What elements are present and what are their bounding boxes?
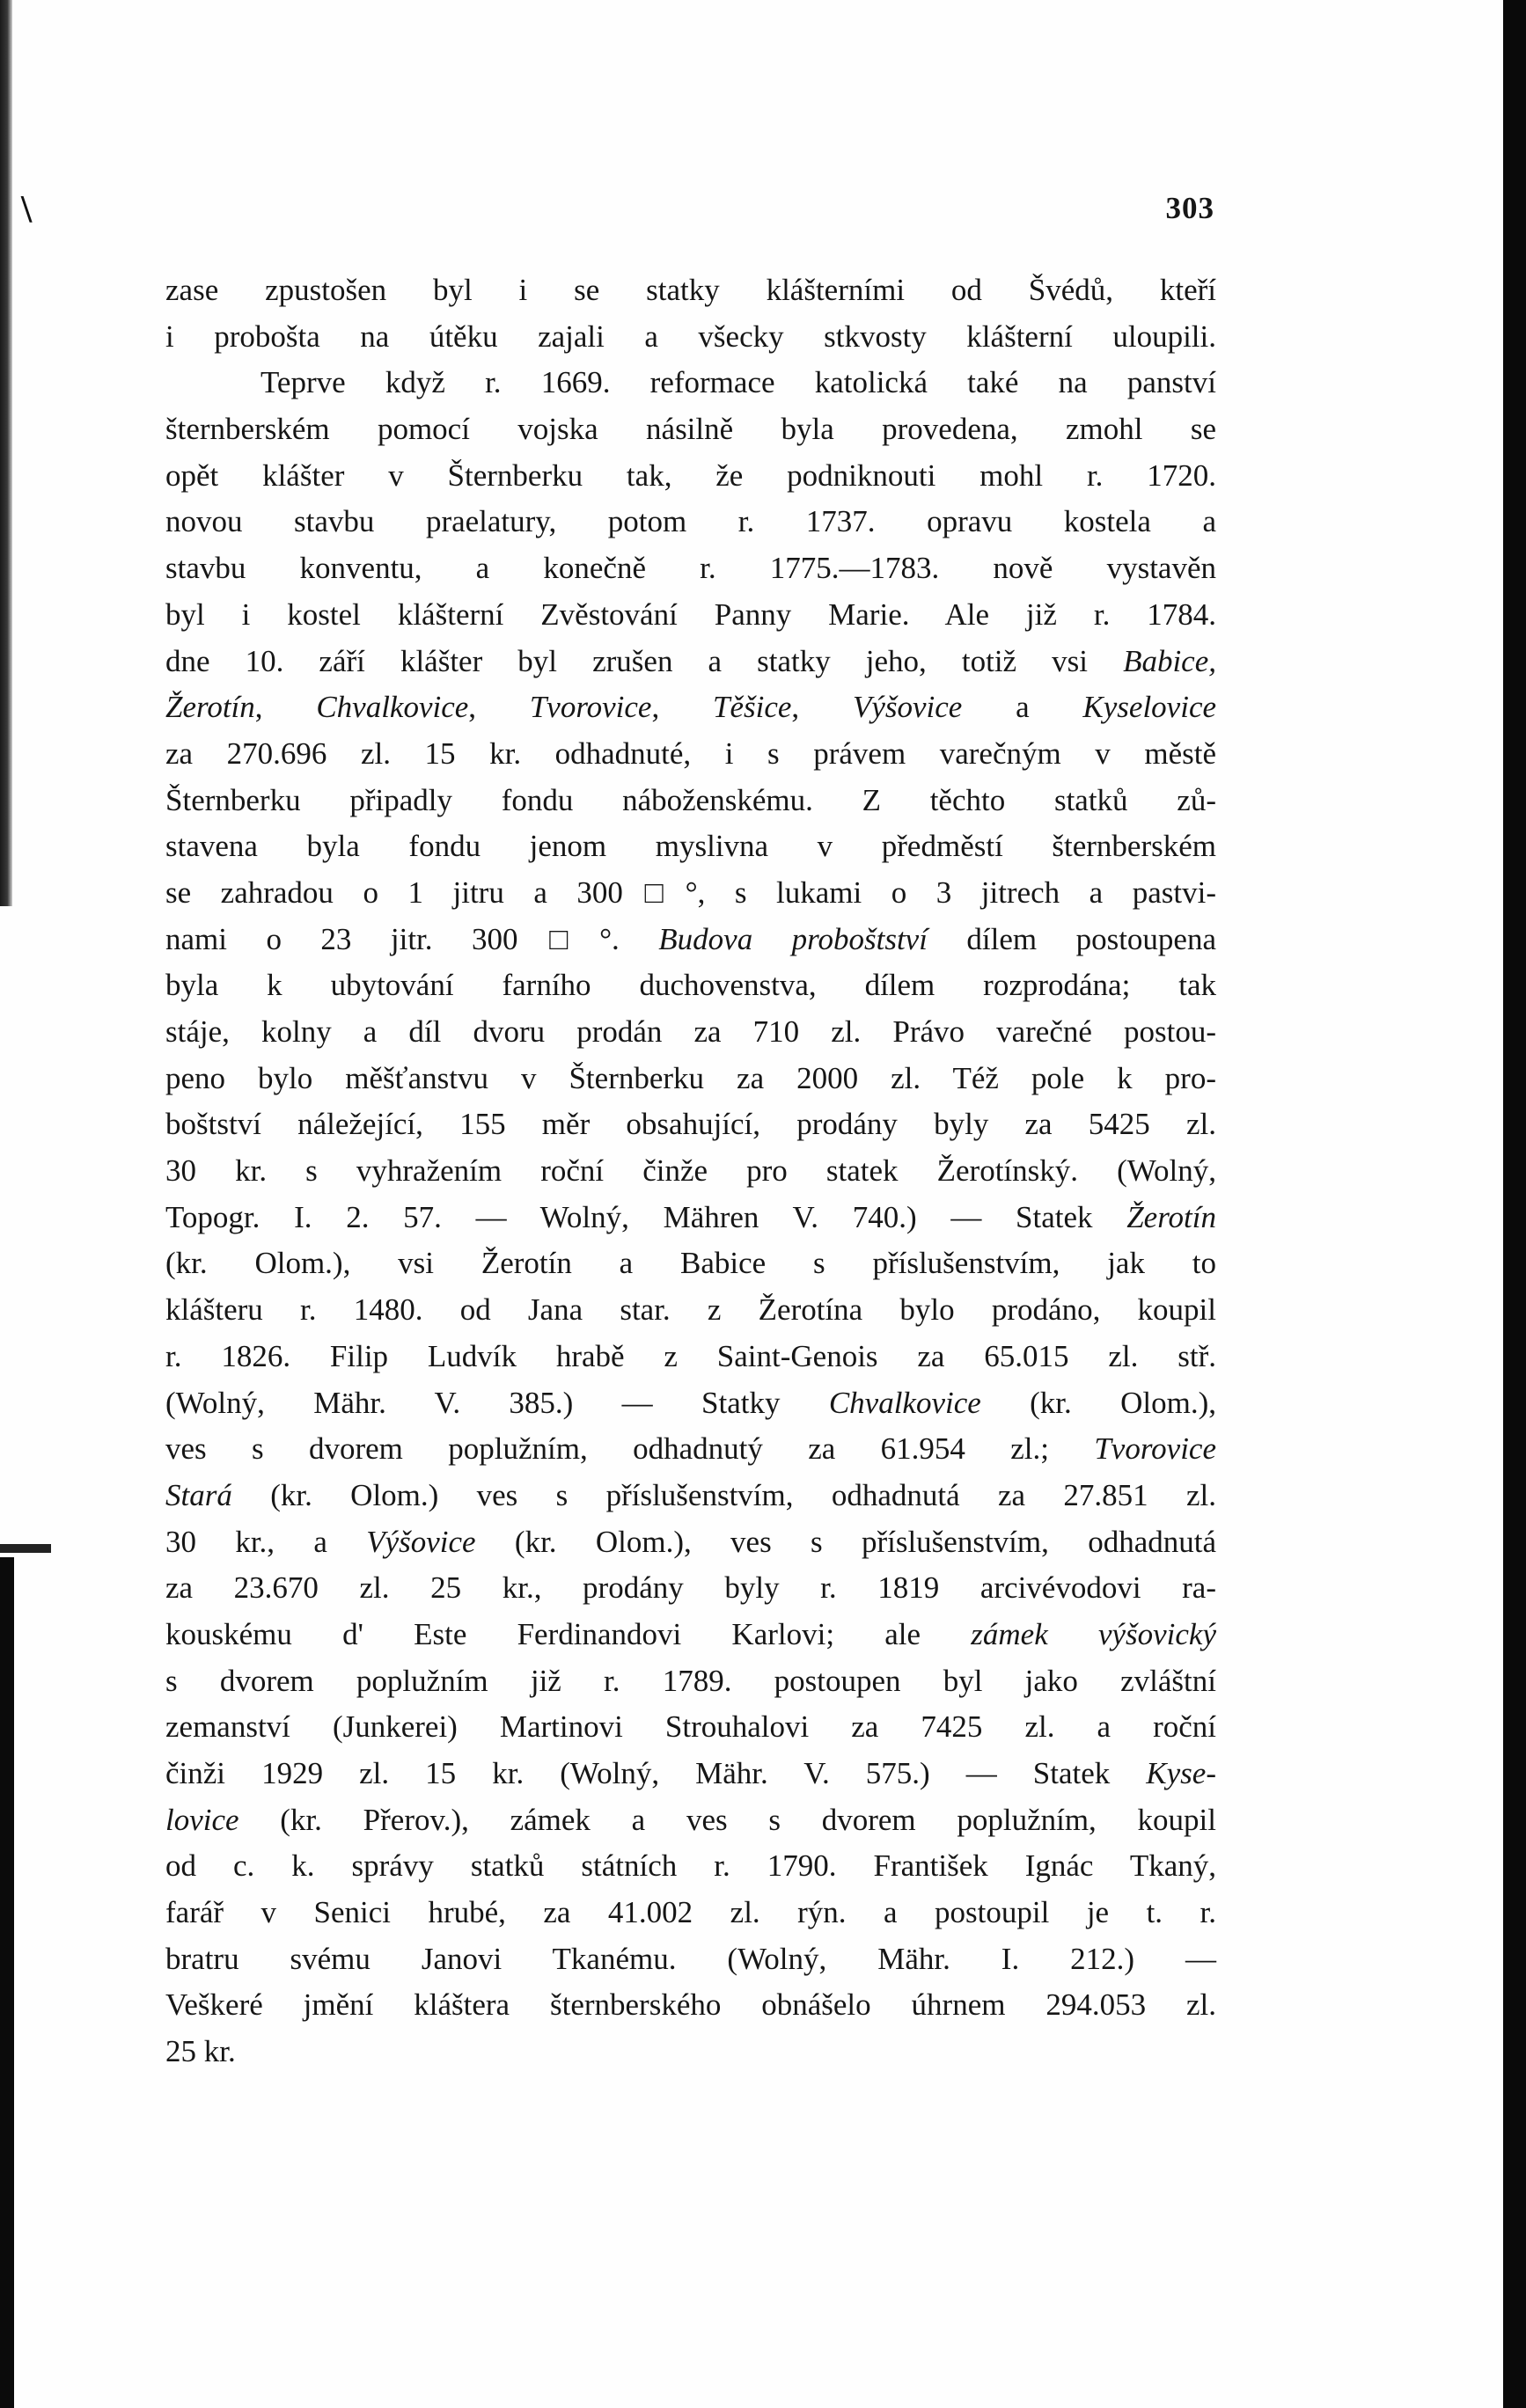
italic-segment: Tvorovice xyxy=(529,690,652,725)
text-line xyxy=(165,1612,1216,1658)
text-line xyxy=(165,2029,1216,2075)
text-segment: Veškeré jmění kláštera šternberského obnášelo úhrnem 294.053 zl. xyxy=(165,1987,1216,2023)
text-line xyxy=(165,545,1216,592)
text-segment: činži 1929 zl. 15 kr. (Wolný, Mähr. V. 575.) — Statek xyxy=(165,1756,1147,1790)
italic-segment: Žerotín xyxy=(165,690,255,725)
text-line xyxy=(165,406,1216,453)
text-segment: dne 10. září klášter byl zrušen a statky jeho, totiž vsi xyxy=(165,643,1124,678)
text-line xyxy=(165,1751,1216,1797)
text-line xyxy=(165,499,1216,545)
text-line xyxy=(165,1241,1216,1287)
text-line xyxy=(165,639,1216,685)
text-line xyxy=(165,731,1216,778)
text-segment: stáje, kolny a díl dvoru prodán za 710 zl. Právo varečné postou- xyxy=(165,1014,1216,1049)
italic-segment: Babice, xyxy=(1123,643,1216,678)
text-segment: 25 kr. xyxy=(165,2034,236,2069)
text-segment: (kr. Olom.) ves s příslušenstvím, odhadnutá za 27.851 zl. xyxy=(231,1477,1216,1512)
text-segment: bratru svému Janovi Tkanému. (Wolný, Mähr. I. 212.) — xyxy=(165,1941,1216,1976)
text-line xyxy=(165,1519,1216,1566)
text-segment: , xyxy=(254,690,317,725)
italic-segment: Budova proboštství xyxy=(658,921,928,956)
text-segment: klášteru r. 1480. od Jana star. z Žerotína bylo prodáno, koupil xyxy=(165,1292,1216,1328)
text-segment: zemanství (Junkerei) Martinovi Strouhalovi za 7425 zl. a roční xyxy=(165,1709,1216,1745)
text-segment: byla k ubytování farního duchovenstva, dílem rozprodána; tak xyxy=(165,968,1216,1003)
text-line xyxy=(165,1704,1216,1751)
italic-segment: Výšovice xyxy=(852,690,963,725)
text-line xyxy=(165,1473,1216,1519)
text-line xyxy=(165,592,1216,639)
text-segment: , xyxy=(468,690,530,725)
text-segment: , xyxy=(651,690,713,725)
text-line xyxy=(165,823,1216,870)
italic-segment: Tvorovice xyxy=(1094,1431,1216,1467)
text-line xyxy=(165,314,1216,361)
text-segment: šternberském pomocí vojska násilně byla provedena, zmohl se xyxy=(165,412,1216,447)
text-line xyxy=(165,1890,1216,1936)
text-line xyxy=(165,1056,1216,1102)
text-segment: r. 1826. Filip Ludvík hrabě z Saint-Genois za 65.015 zl. stř. xyxy=(165,1338,1216,1373)
italic-segment: Chvalkovice xyxy=(316,690,469,725)
text-segment: a xyxy=(962,690,1083,725)
text-segment: peno bylo měšťanstvu v Šternberku za 2000 zl. Též pole k pro- xyxy=(165,1060,1216,1095)
body-text xyxy=(165,267,1216,2075)
text-line xyxy=(165,778,1216,824)
italic-segment: Kyse- xyxy=(1146,1756,1216,1790)
text-segment: (kr. Olom.), xyxy=(980,1385,1216,1420)
text-line xyxy=(165,1380,1216,1427)
text-line xyxy=(165,1195,1216,1241)
text-segment: (kr. Olom.), ves s příslušenstvím, odhadnutá xyxy=(475,1524,1216,1559)
text-segment: boštství náležející, 155 měr obsahující, prodány byly za 5425 zl. xyxy=(165,1107,1216,1142)
text-segment: i probošta na útěku zajali a všecky stkvosty klášterní uloupili. xyxy=(165,318,1216,354)
text-segment: za 23.670 zl. 25 kr., prodány byly r. 1819 arcivévodovi ra- xyxy=(165,1570,1216,1606)
text-line xyxy=(165,1797,1216,1844)
text-segment: od c. k. správy statků státních r. 1790. František Ignác Tkaný, xyxy=(165,1848,1216,1884)
text-line xyxy=(165,1982,1216,2029)
page-number: 303 xyxy=(1165,191,1214,225)
text-segment: 30 kr., a xyxy=(165,1524,367,1559)
scan-edge-left-mark xyxy=(0,1544,51,1553)
text-segment: 30 kr. s vyhražením roční činže pro statek Žerotínský. (Wolný, xyxy=(165,1153,1216,1189)
text-segment: byl i kostel klášterní Zvěstování Panny Marie. Ale již r. 1784. xyxy=(165,597,1216,632)
text-segment: Teprve když r. 1669. reformace katolická také na panství xyxy=(260,365,1216,400)
text-line xyxy=(165,1843,1216,1890)
text-segment: stavena byla fondu jenom myslivna v předměstí šternberském xyxy=(165,829,1216,864)
text-segment: novou stavbu praelatury, potom r. 1737. opravu kostela a xyxy=(165,504,1216,539)
text-segment: Topogr. I. 2. 57. — Wolný, Mähren V. 740.) — Statek xyxy=(165,1199,1127,1234)
italic-segment: Chvalkovice xyxy=(828,1385,981,1420)
text-line xyxy=(165,1334,1216,1380)
text-segment: nami o 23 jitr. 300□°. xyxy=(165,921,659,956)
text-segment: zase zpustošen byl i se statky klášterními od Švédů, kteří xyxy=(165,273,1216,307)
text-segment: (kr. Olom.), vsi Žerotín a Babice s příslušenstvím, jak to xyxy=(165,1246,1216,1281)
text-line xyxy=(165,1287,1216,1334)
text-line xyxy=(165,1936,1216,1983)
text-segment: stavbu konventu, a konečně r. 1775.—1783. nově vystavěn xyxy=(165,551,1216,586)
text-segment: ves s dvorem poplužním, odhadnutý za 61.954 zl.; xyxy=(165,1431,1095,1467)
italic-segment: Výšovice xyxy=(366,1524,476,1559)
italic-segment: zámek výšovický xyxy=(971,1616,1216,1651)
text-line xyxy=(165,360,1216,406)
text-segment: se zahradou o 1 jitru a 300□°, s lukami o 3 jitrech a pastvi- xyxy=(165,875,1216,910)
text-line xyxy=(165,917,1216,963)
text-segment: za 270.696 zl. 15 kr. odhadnuté, i s právem varečným v městě xyxy=(165,736,1216,771)
text-segment: dílem postoupena xyxy=(927,921,1216,956)
italic-segment: Žerotín xyxy=(1126,1199,1216,1234)
scan-edge-right xyxy=(1503,0,1526,2408)
scan-edge-left-bottom xyxy=(0,1557,14,2408)
text-segment: kouskému d' Este Ferdinandovi Karlovi; ale xyxy=(165,1616,972,1651)
text-line xyxy=(165,1102,1216,1148)
italic-segment: lovice xyxy=(165,1802,239,1837)
text-line xyxy=(165,267,1216,314)
text-line xyxy=(165,1426,1216,1473)
corner-mark: \ xyxy=(21,187,33,231)
text-segment: (kr. Přerov.), zámek a ves s dvorem poplužním, koupil xyxy=(238,1802,1216,1837)
text-segment: , xyxy=(791,690,853,725)
text-line xyxy=(165,684,1216,731)
italic-segment: Stará xyxy=(165,1477,232,1512)
text-segment: s dvorem poplužním již r. 1789. postoupen byl jako zvláštní xyxy=(165,1663,1216,1698)
text-line xyxy=(165,453,1216,500)
text-segment: opět klášter v Šternberku tak, že podniknouti mohl r. 1720. xyxy=(165,457,1216,493)
scan-edge-left-top xyxy=(0,0,12,906)
text-line xyxy=(165,1009,1216,1056)
text-line xyxy=(165,870,1216,917)
text-segment: Šternberku připadly fondu náboženskému. Z těchto statků zů- xyxy=(165,782,1216,817)
italic-segment: Kyselovice xyxy=(1082,690,1217,725)
text-line xyxy=(165,1565,1216,1612)
text-segment: farář v Senici hrubé, za 41.002 zl. rýn. a postoupil je t. r. xyxy=(165,1895,1216,1930)
text-line xyxy=(165,962,1216,1009)
text-line xyxy=(165,1658,1216,1705)
text-line xyxy=(165,1148,1216,1195)
italic-segment: Těšice xyxy=(713,690,792,725)
text-segment: (Wolný, Mähr. V. 385.) — Statky xyxy=(165,1385,829,1420)
